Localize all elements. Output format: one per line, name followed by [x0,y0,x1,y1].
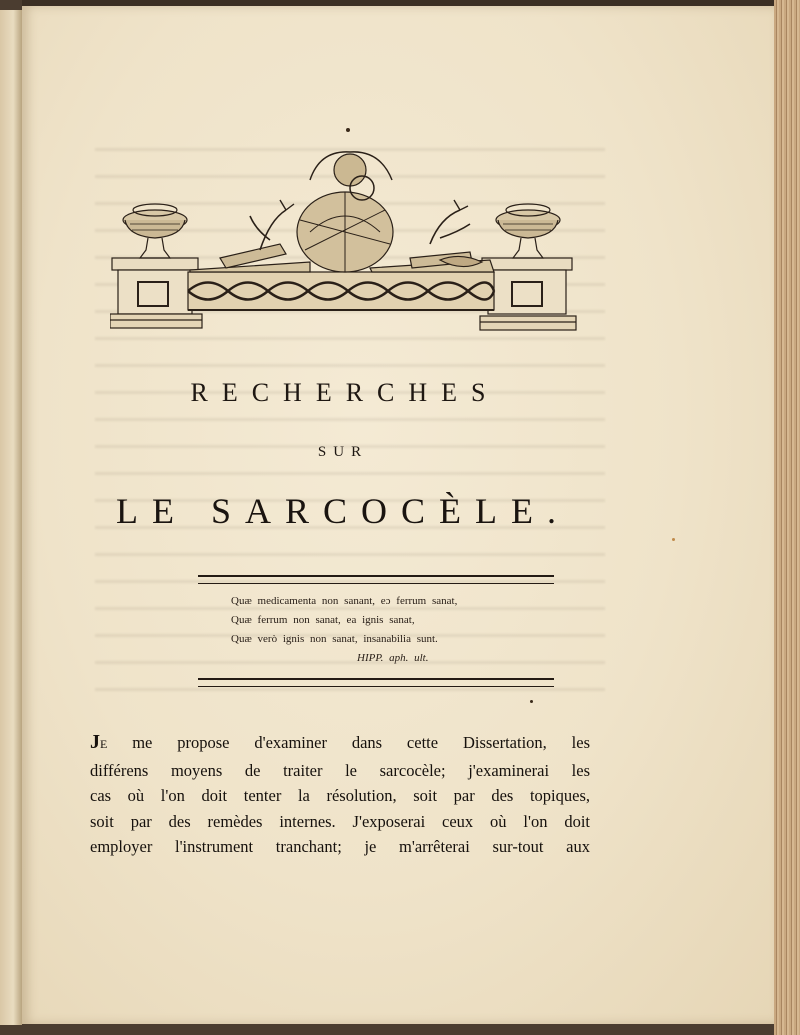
body-line: différens moyens de traiter le sarcocèle; j'examinerai les [90,760,590,780]
vignette-ornament [110,140,580,340]
double-rule-bottom [198,678,554,687]
body-text [90,730,590,860]
body-line: employer l'instrument tranchant; je m'arrêterai sur-tout aux [90,837,590,856]
epigraph-line: Quæ verò ignis non sanat, insanabilia sunt. [231,633,438,645]
epigraph [231,592,561,668]
vignette-ornament-icon [110,140,580,340]
title-sur: SUR [317,444,369,460]
ink-speck [346,128,350,132]
epigraph-source: HIPP. aph. ult. [357,652,429,664]
foxing-spot [672,538,675,541]
title-recherches: RECHERCHES [190,378,500,407]
page-stack-edge [774,0,800,1035]
ink-speck [530,700,533,703]
drop-cap: J [90,731,100,753]
body-line-text: me propose d'examiner dans cette Dissertation, les [107,733,590,752]
body-line: soit par des remèdes internes. J'exposerai ceux où l'on doit [90,811,590,831]
epigraph-line: Quæ ferrum non sanat, ea ignis sanat, [231,614,415,626]
epigraph-line: Quæ medicamenta non sanant, eɔ ferrum sanat, [231,595,458,607]
body-line: cas où l'on doit tenter la résolution, soit par des topiques, [90,786,590,805]
title-sarcocele: LE SARCOCÈLE. [115,491,570,531]
body-line [90,730,590,758]
double-rule-top [198,575,554,584]
drop-cap-rest: E [100,737,108,751]
